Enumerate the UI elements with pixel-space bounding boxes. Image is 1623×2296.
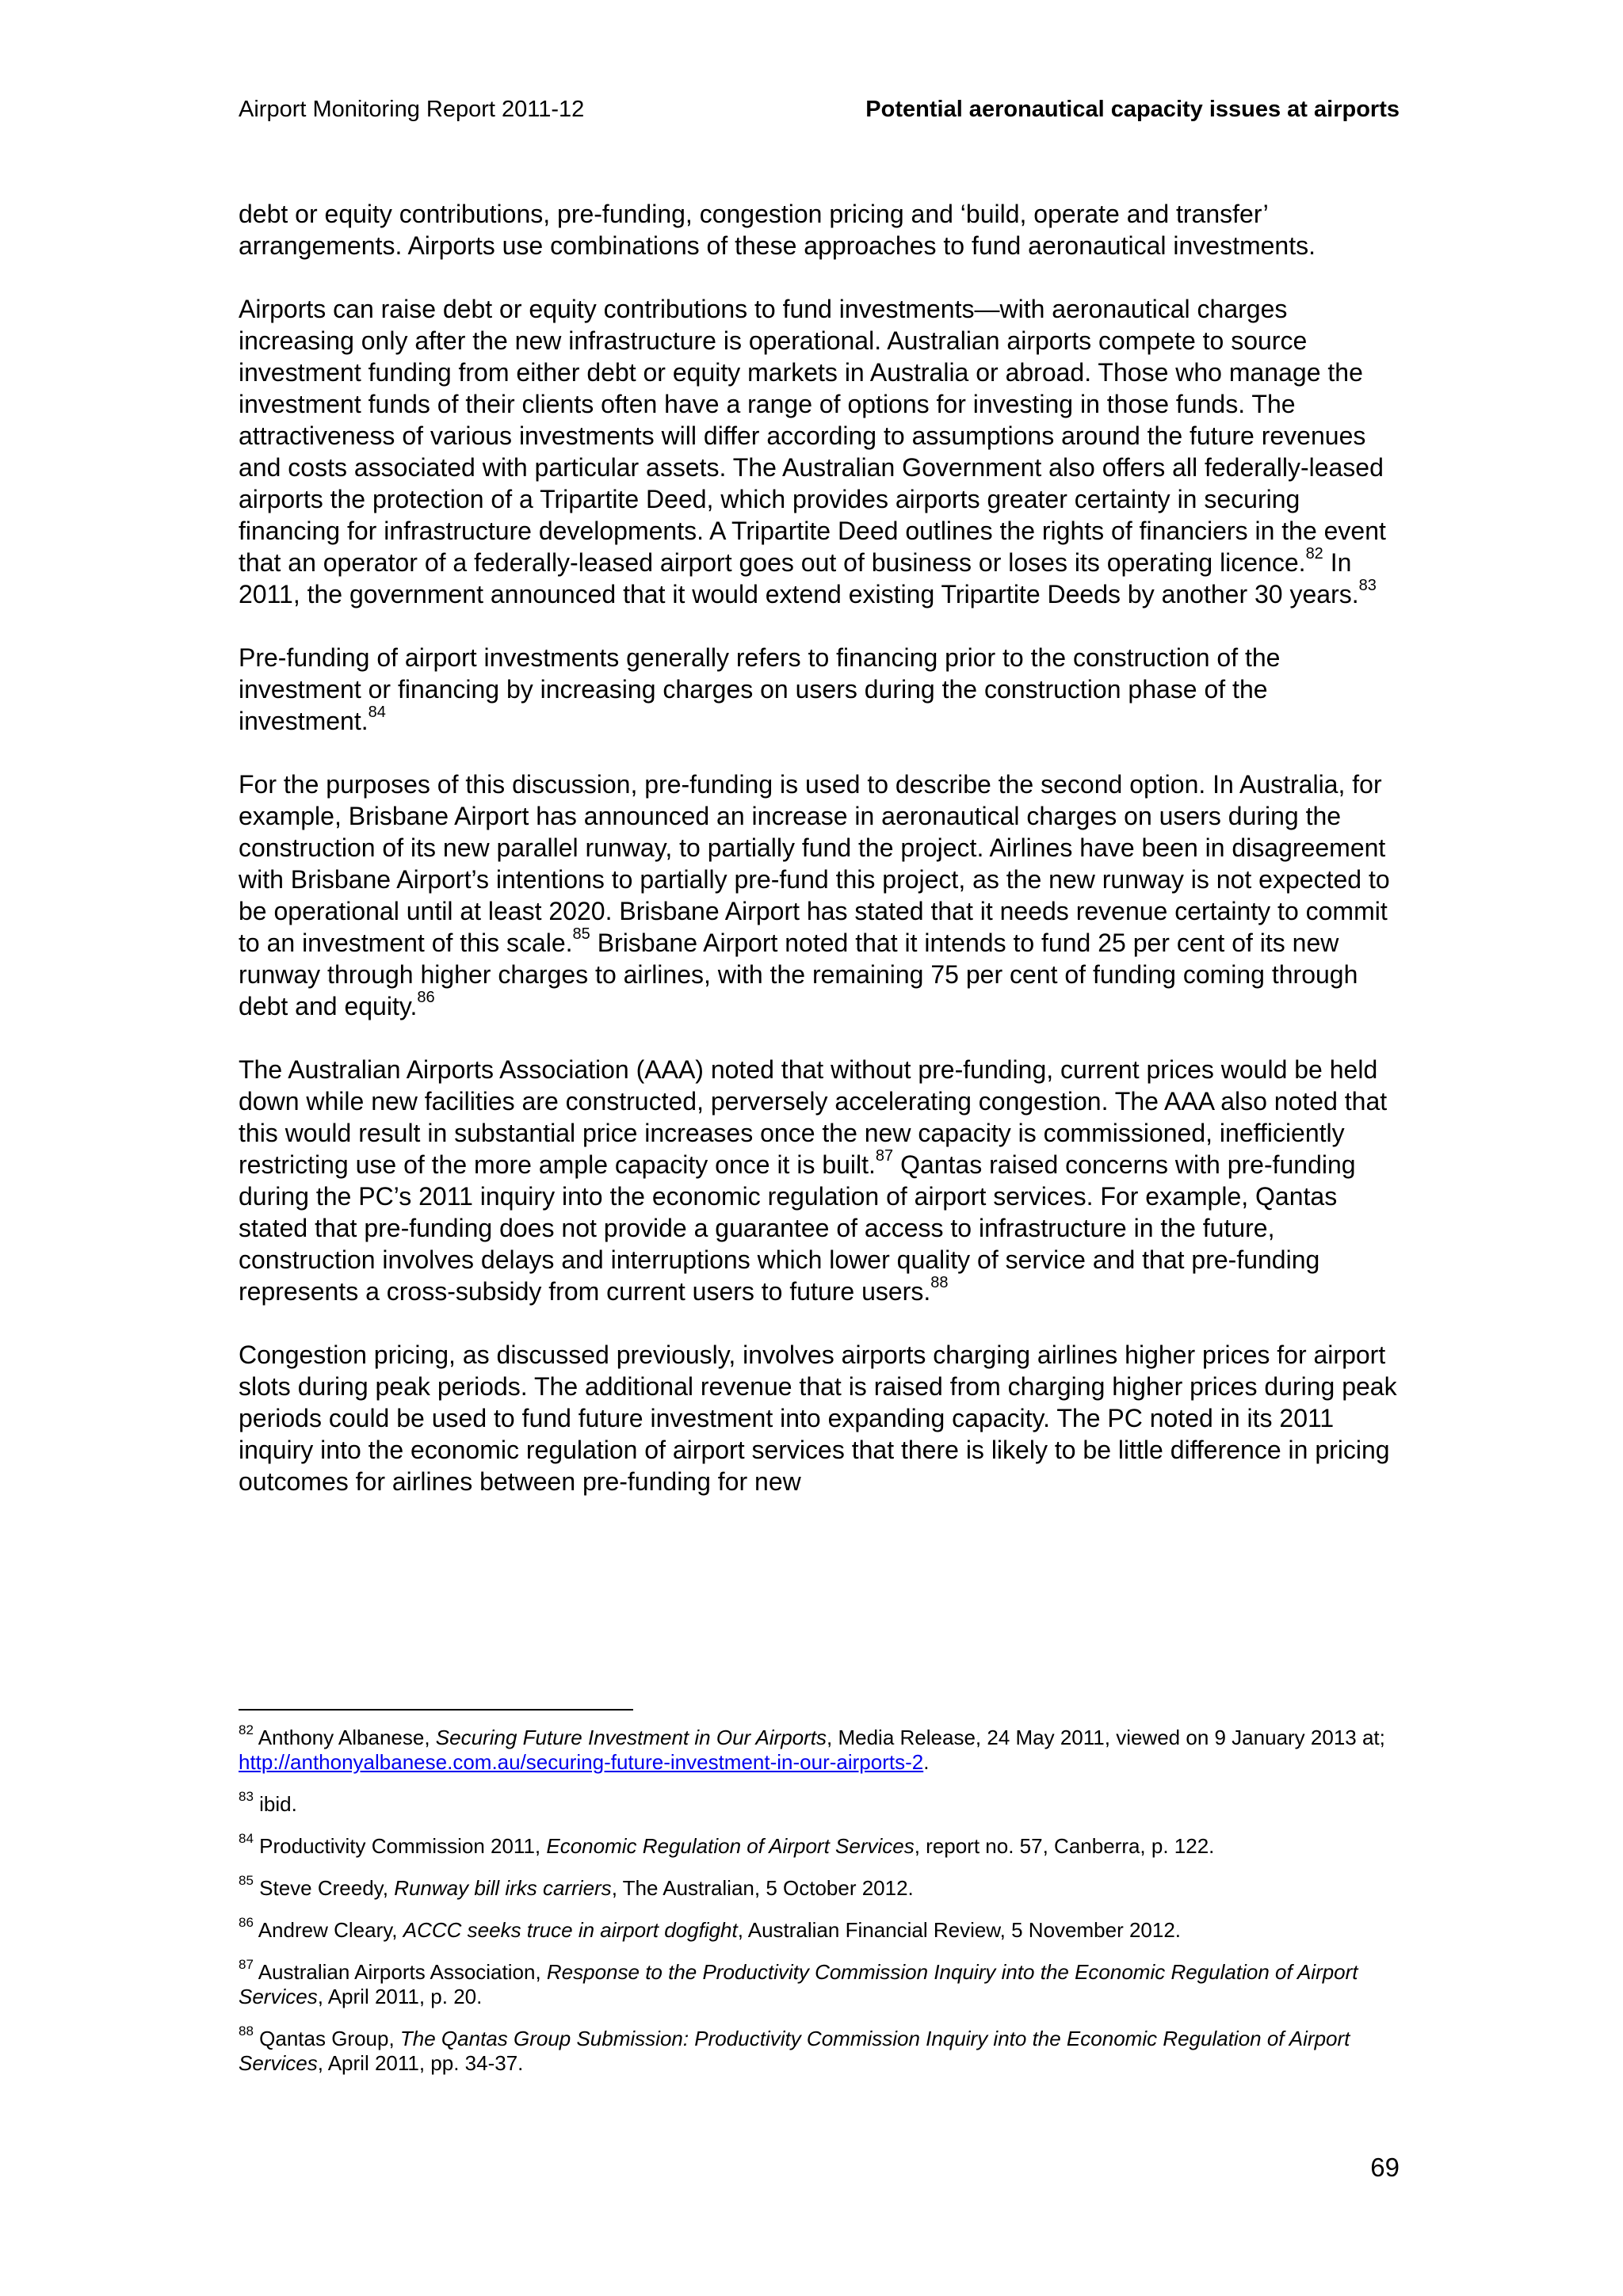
footnotes <box>239 1722 1400 2093</box>
footnote-84: $^{84}$ Productivity Commission 2011, Economic Regulation of Airport Services, report no. 57, Canberra, p. 122. <box>239 1831 1215 1858</box>
footnote-83: $^{83}$ ibid. <box>239 1789 297 1816</box>
footnote-88: $^{88}$ Qantas Group, The Qantas Group Submission: Productivity Commission Inquiry into the Economic Regulation of Airport Services, April 2011, pp. 34-37. <box>239 2023 1350 2075</box>
paragraph-debt-equity: Airports can raise debt or equity contributions to fund investments—with aeronautical charges increasing only after the new infrastructure is operational. Australian airports compete to source investment funding from either debt or equity markets in Australia or abroad. Those who manage the investment funds of their clients often have a range of options for investing in those funds. The attractiveness of various investments will differ according to assumptions around the future revenues and costs associated with particular assets. The Australian Government also offers all federally-leased airports the protection of a Tripartite Deed, which provides airports greater certainty in securing financing for infrastructure developments. A Tripartite Deed outlines the rights of financiers in the event that an operator of a federally-leased airport goes out of business or loses its operating licence.$^{82}$ In 2011, the government announced that it would extend existing Tripartite Deeds by another 30 years.$^{83}$ <box>239 295 1386 608</box>
running-header-title: Airport Monitoring Report 2011-12 <box>239 97 585 122</box>
footnote-ref-85[interactable]: 85 <box>572 925 590 944</box>
body-text <box>239 198 1400 1529</box>
paragraph-aaa-qantas: The Australian Airports Association (AAA) noted that without pre-funding, current prices would be held down while new facilities are constructed, perversely accelerating congestion. The AAA also noted that this would result in substantial price increases once the new capacity is commissioned, inefficiently restricting use of the more ample capacity once it is built.$^{87}$ Qantas raised concerns with pre-funding during the PC’s 2011 inquiry into the economic regulation of airport services. For example, Qantas stated that pre-funding does not provide a guarantee of access to infrastructure in the future, construction involves delays and interruptions which lower quality of service and that pre-funding represents a cross-subsidy from current users to future users.$^{88}$ <box>239 1055 1388 1306</box>
paragraph-pre-funding: Pre-funding of airport investments generally refers to financing prior to the construction of the investment or financing by increasing charges on users during the construction phase of the investment.$^{84}$ <box>239 643 1281 735</box>
footnote-82-link[interactable]: http://anthonyalbanese.com.au/securing-future-investment-in-our-airports-2 <box>239 1750 924 1774</box>
paragraph-brisbane-airport: For the purposes of this discussion, pre-funding is used to describe the second option. In Australia, for example, Brisbane Airport has announced an increase in aeronautical charges on users during the construction of its new parallel runway, to partially fund the project. Airlines have been in disagreement with Brisbane Airport’s intentions to partially pre-fund this project, as the new runway is not expected to be operational until at least 2020. Brisbane Airport has stated that it needs revenue certainty to commit to an investment of this scale.$^{85}$ Brisbane Airport noted that it intends to fund 25 per cent of its new runway through higher charges to airlines, with the remaining 75 per cent of funding coming through debt and equity.$^{86}$ <box>239 770 1390 1020</box>
footnote-85: $^{85}$ Steve Creedy, Runway bill irks carriers, The Australian, 5 October 2012. <box>239 1873 914 1900</box>
footnote-ref-82[interactable]: 82 <box>1305 545 1323 563</box>
footnote-separator <box>239 1709 633 1711</box>
footnote-ref-84[interactable]: 84 <box>368 704 386 722</box>
footnote-ref-88[interactable]: 88 <box>930 1274 949 1292</box>
footnote-ref-87[interactable]: 87 <box>875 1147 894 1165</box>
running-header-section: Potential aeronautical capacity issues at airports <box>865 97 1400 122</box>
page-number: 69 <box>1370 2153 1400 2182</box>
footnote-ref-86[interactable]: 86 <box>417 989 435 1007</box>
footnote-87: $^{87}$ Australian Airports Association, Response to the Productivity Commission Inquiry into the Economic Regulation of Airport Services, April 2011, p. 20. <box>239 1957 1358 2008</box>
paragraph-funding-approaches: debt or equity contributions, pre-funding, congestion pricing and ‘build, operate and transfer’ arrangements. Airports use combinations of these approaches to fund aeronautical investments. <box>239 200 1316 260</box>
footnote-86: $^{86}$ Andrew Cleary, ACCC seeks truce in airport dogfight, Australian Financial Review, 5 November 2012. <box>239 1915 1182 1942</box>
footnote-82: $^{82}$ Anthony Albanese, Securing Future Investment in Our Airports, Media Release, 24 May 2011, viewed on 9 January 2013 at; http://anthonyalbanese.com.au/securing-future-investment-in-our-airports-2. <box>239 1722 1385 1774</box>
footnote-ref-83[interactable]: 83 <box>1358 577 1377 595</box>
paragraph-congestion-pricing: Congestion pricing, as discussed previously, involves airports charging airlines higher prices for airport slots during peak periods. The additional revenue that is raised from charging higher prices during peak periods could be used to fund future investment into expanding capacity. The PC noted in its 2011 inquiry into the economic regulation of airport services that there is likely to be little difference in pricing outcomes for airlines between pre-funding for new <box>239 1341 1397 1496</box>
